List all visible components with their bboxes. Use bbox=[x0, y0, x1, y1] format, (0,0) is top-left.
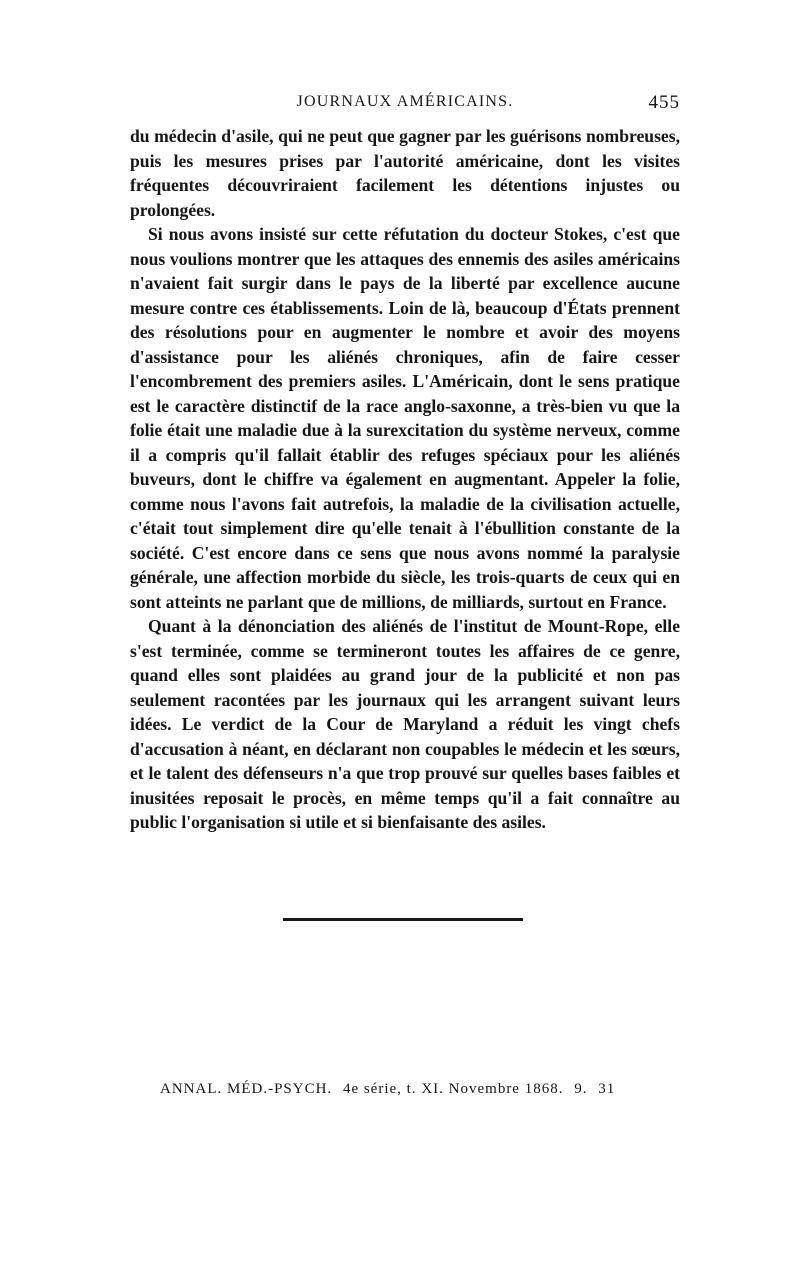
paragraph-stokes-refutation: Si nous avons insisté sur cette réfutation du docteur Stokes, c'est que nous voulions montrer que les attaques des ennemis des asiles américains n'avaient fait surgir dans le pays de la liberté par excellence aucune mesure contre ces établissements. Loin de là, beaucoup d'États prennent des résolutions pour en augmenter le nombre et avoir des moyens d'assistance pour les aliénés chroniques, afin de faire cesser l'encombrement des premiers asiles. L'Américain, dont le sens pratique est le caractère distinctif de la race anglo-saxonne, a très-bien vu que la folie était une maladie due à la surexcitation du système nerveux, comme il a compris qu'il fallait établir des refuges spéciaux pour les aliénés buveurs, dont le chiffre va également en augmentant. Appeler la folie, comme nous l'avons fait autrefois, la maladie de la civilisation actuelle, c'était tout simplement dire qu'elle tenait à l'ébullition constante de la société. C'est encore dans ce sens que nous avons nommé la paralysie générale, une affection morbide du siècle, les trois-quarts de ceux qui en sont atteints ne parlant que de millions, de milliards, surtout en France. bbox=[130, 224, 680, 612]
footer-series: 4e série, t. XI. Novembre 1868. bbox=[342, 1081, 564, 1097]
signature-line bbox=[160, 1081, 680, 1098]
paragraph-continuation: du médecin d'asile, qui ne peut que gagner par les guérisons nombreuses, puis les mesures prises par l'autorité américaine, dont les visites fréquentes découvriraient facilement les détentions injustes ou prolongées. bbox=[130, 126, 680, 220]
running-header bbox=[130, 93, 680, 117]
footer-journal: ANNAL. MÉD.-PSYCH. bbox=[160, 1081, 333, 1097]
body-text bbox=[130, 124, 680, 835]
section-end-rule bbox=[283, 918, 523, 921]
page-number: 455 bbox=[648, 92, 680, 113]
running-title: JOURNAUX AMÉRICAINS. bbox=[296, 93, 514, 110]
paragraph-mount-rope: Quant à la dénonciation des aliénés de l'institut de Mount-Rope, elle s'est terminée, comme se termineront toutes les affaires de ce genre, quand elles sont plaidées au grand jour de la publicité et non pas seulement racontées par les journaux qui les arrangent suivant leurs idées. Le verdict de la Cour de Maryland a réduit les vingt chefs d'accusation à néant, en déclarant non coupables le médecin et les sœurs, et le talent des défenseurs n'a que trop prouvé sur quelles bases faibles et inusitées reposait le procès, en même temps qu'il a fait connaître au public l'organisation si utile et si bienfaisante des asiles. bbox=[130, 616, 680, 832]
footer-signature-a: 9. bbox=[574, 1081, 588, 1097]
footer-signature-b: 31 bbox=[598, 1081, 616, 1097]
